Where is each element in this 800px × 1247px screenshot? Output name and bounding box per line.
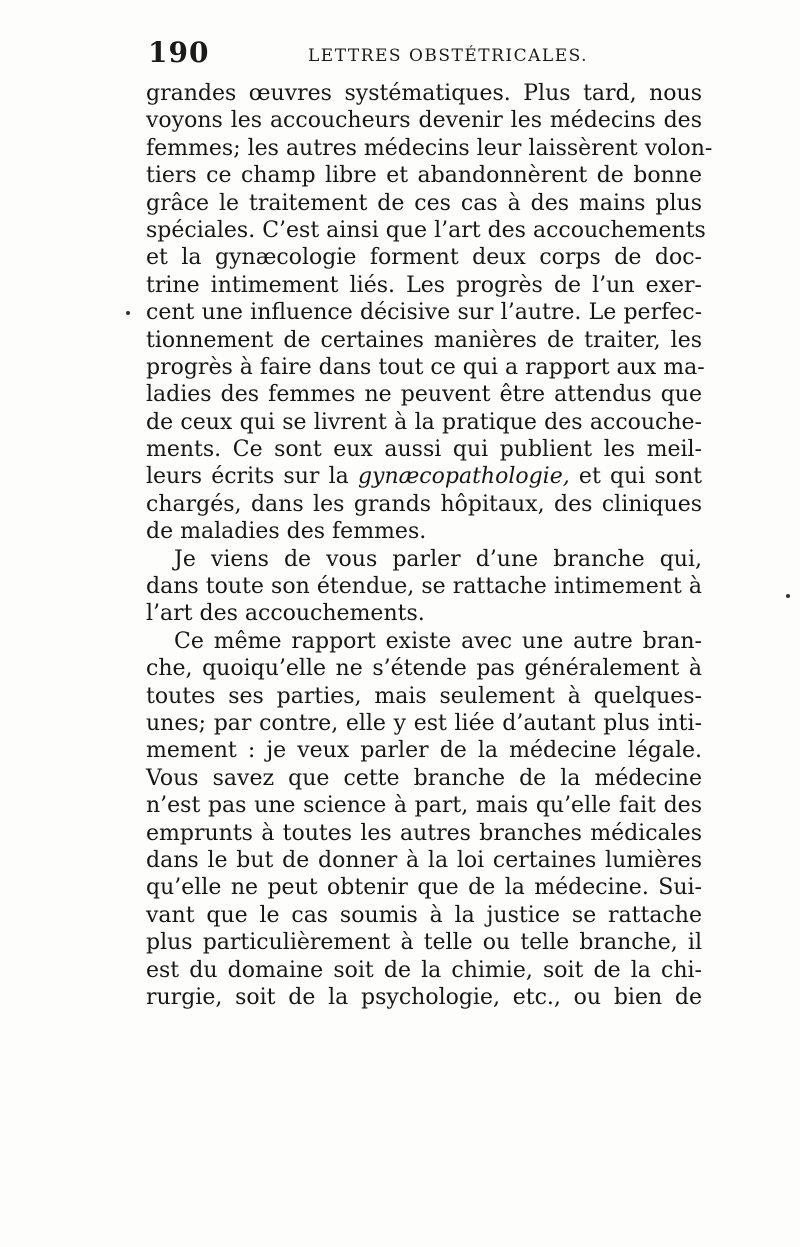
text-line: progrès à faire dans tout ce qui a rapport aux ma-: [146, 354, 705, 380]
text-line: qu’elle ne peut obtenir que de la médecine. Sui-: [146, 875, 702, 901]
text-line: femmes; les autres médecins leur laissèrent volon-: [146, 135, 713, 161]
text-line: dans le but de donner à la loi certaines lumières: [146, 847, 702, 873]
text-line: toutes ses parties, mais seulement à quelques-: [146, 683, 702, 709]
text-line: cent une influence décisive sur l’autre. Le perfec-: [146, 300, 702, 326]
text-line: et la gynæcologie forment deux corps de doc-: [146, 245, 702, 271]
body-text: [146, 80, 713, 1011]
text-line: grâce le traitement de ces cas à des mains plus: [146, 190, 702, 216]
text-line: che, quoiqu’elle ne s’étende pas généralement à: [146, 656, 702, 682]
text-line: emprunts à toutes les autres branches médicales: [146, 820, 702, 846]
text-line: leurs écrits sur la gynæcopathologie, et qui sont: [146, 464, 702, 490]
text-line: tiers ce champ libre et abandonnèrent de bonne: [146, 163, 702, 189]
text-line: de ceux qui se livrent à la pratique des accouche-: [146, 409, 702, 435]
text-line: trine intimement liés. Les progrès de l’un exer-: [146, 272, 702, 298]
italic-term: gynæcopathologie,: [357, 464, 570, 490]
text-line: vant que le cas soumis à la justice se rattache: [146, 902, 702, 928]
margin-dot: [126, 311, 130, 315]
text-line: chargés, dans les grands hôpitaux, des cliniques: [146, 491, 702, 517]
text-line: unes; par contre, elle y est liée d’autant plus inti-: [146, 710, 702, 736]
text-line: dans toute son étendue, se rattache intimement à: [146, 574, 702, 600]
text-line: rurgie, soit de la psychologie, etc., ou bien de: [146, 984, 702, 1010]
text-line: spéciales. C’est ainsi que l’art des accouchements: [146, 217, 706, 243]
running-title: LETTRES OBSTÉTRICALES.: [308, 46, 589, 66]
text-line: l’art des accouchements.: [146, 601, 425, 627]
text-line: Je viens de vous parler d’une branche qui,: [174, 546, 702, 572]
text-line: de maladies des femmes.: [146, 519, 427, 545]
text-line: grandes œuvres systématiques. Plus tard, nous: [146, 81, 702, 106]
text-line: voyons les accoucheurs devenir les médecins des: [146, 108, 702, 134]
text-line: mement : je veux parler de la médecine légale.: [146, 738, 702, 764]
page-number: 190: [148, 36, 210, 69]
text-line: plus particulièrement à telle ou telle branche, il: [146, 930, 702, 956]
margin-dot: [786, 594, 790, 598]
text-line: Vous savez que cette branche de la médecine: [146, 765, 702, 791]
text-line: ladies des femmes ne peuvent être attendus que: [146, 382, 702, 408]
text-line: est du domaine soit de la chimie, soit de la chi-: [146, 957, 702, 983]
running-head: [148, 36, 708, 72]
text-line: n’est pas une science à part, mais qu’elle fait des: [146, 793, 702, 819]
text-line: tionnement de certaines manières de traiter, les: [146, 327, 702, 353]
text-line: Ce même rapport existe avec une autre bran-: [174, 628, 702, 654]
text-line: ments. Ce sont eux aussi qui publient les meil-: [146, 437, 702, 463]
